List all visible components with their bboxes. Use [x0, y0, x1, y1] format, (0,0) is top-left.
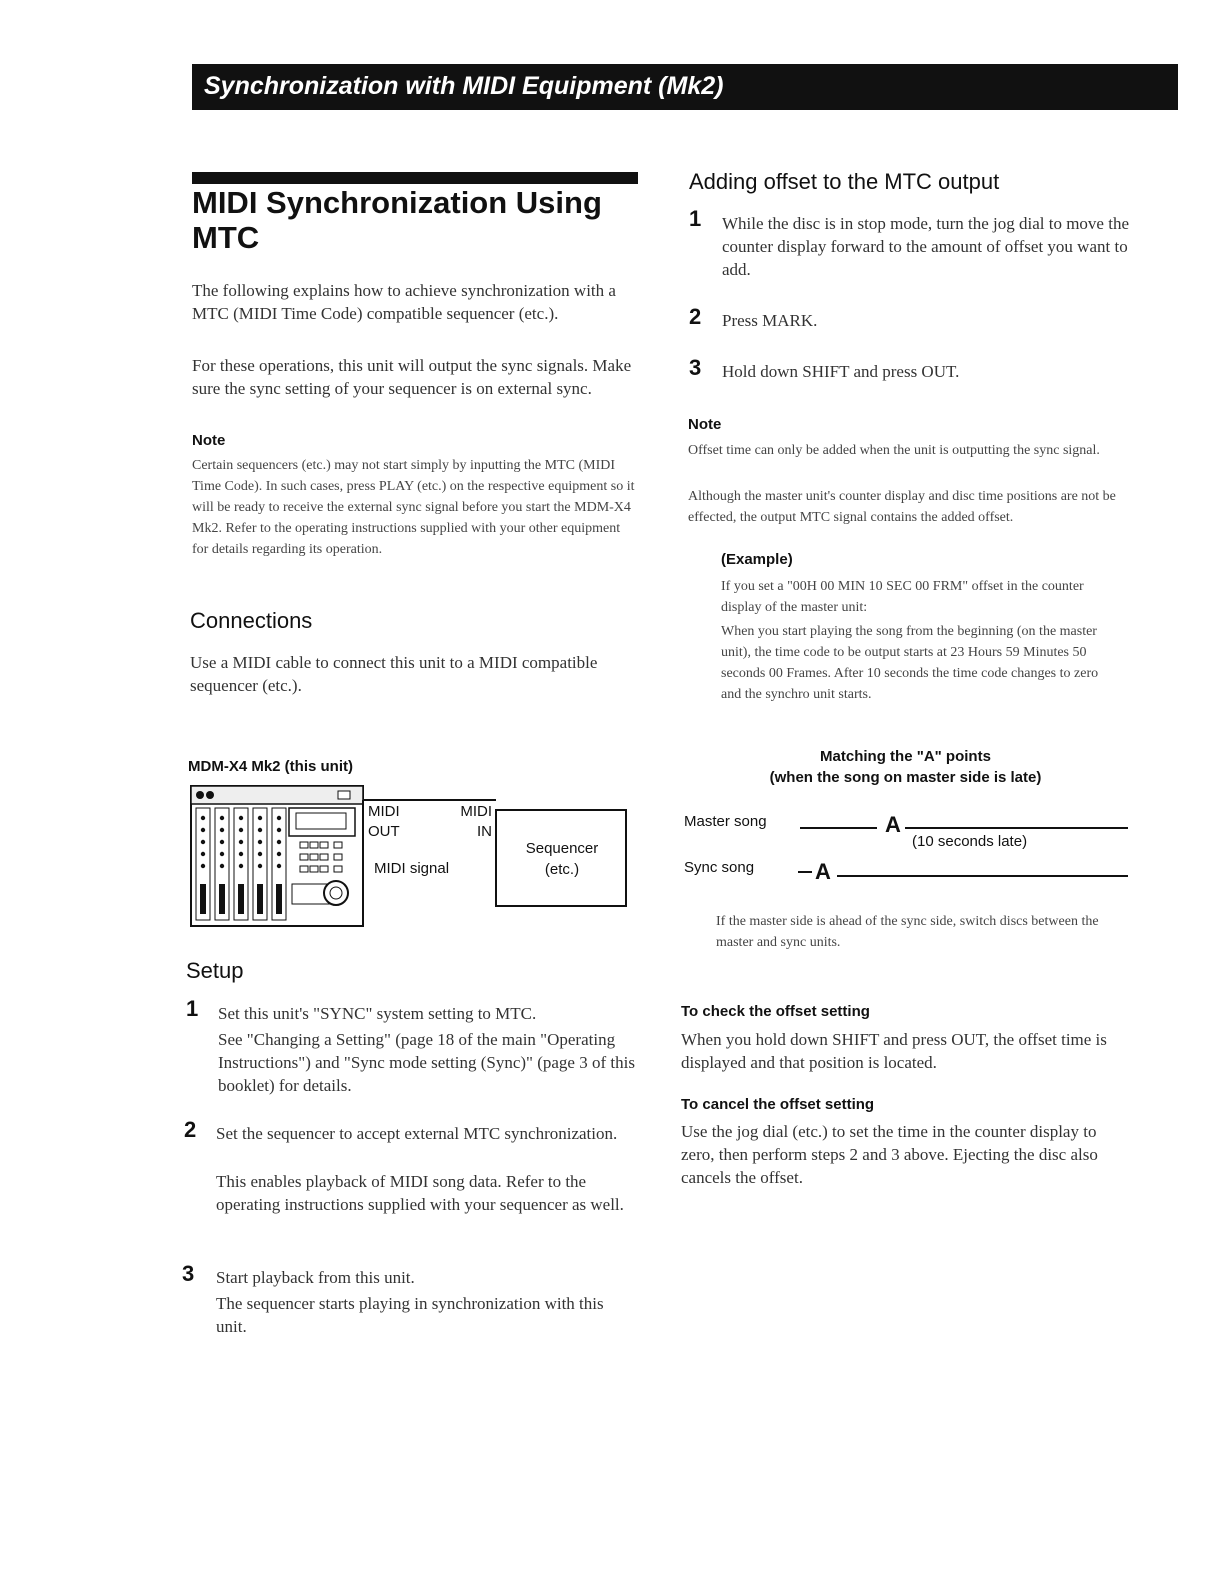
connections-heading: Connections — [190, 608, 313, 633]
setup-heading: Setup — [186, 958, 244, 983]
late-label: (10 seconds late) — [912, 833, 1028, 850]
setup-step-3-text: Start playback from this unit. — [216, 1268, 415, 1287]
offset-note-heading: Note — [688, 416, 722, 433]
offset-step-3-text: Hold down SHIFT and press OUT. — [722, 362, 960, 381]
connections-text: Use a MIDI cable to connect this unit to a MIDI compatible sequencer (etc.). — [190, 653, 598, 695]
setup-step-3-number: 3 — [182, 1261, 195, 1286]
offset-step-1-text: While the disc is in stop mode, turn the jog dial to move the counter display forward to the amount of offset you want to add. — [722, 214, 1129, 279]
offset-step-2-number: 2 — [689, 304, 702, 329]
offset-step-2-text: Press MARK. — [722, 311, 818, 330]
master-song-label: Master song — [684, 813, 767, 830]
title-rule — [192, 172, 638, 184]
midi-signal-label: MIDI signal — [374, 860, 450, 877]
offset-note-text: Offset time can only be added when the unit is outputting the sync signal. — [688, 443, 1100, 458]
setup-step-1-text: Set this unit's "SYNC" system setting to MTC. — [218, 1004, 537, 1023]
page-title: MIDI Synchronization Using MTC — [192, 185, 602, 255]
example-text: If you set a "00H 00 MIN 10 SEC 00 FRM" offset in the counter display of the master unit: — [721, 579, 1084, 615]
note-text: Certain sequencers (etc.) may not start simply by inputting the MTC (MIDI Time Code). In such cases, press PLAY (etc.) on the respective equipment so it will be ready to receive the external sync signal before you start the MDM-X4 Mk2. Refer to the operating instructions supplied with your other equipment for details regarding its operation. — [192, 458, 635, 557]
setup-step-3-detail: The sequencer starts playing in synchronization with this unit. — [216, 1294, 604, 1336]
setup-step-1-number: 1 — [186, 996, 199, 1021]
master-point-a: A — [885, 812, 901, 837]
note-heading: Note — [192, 432, 226, 449]
midi-out-label: MIDI OUT — [368, 803, 400, 840]
example-text-2: When you start playing the song from the beginning (on the master unit), the time code to be output starts at 23 Hours 59 Minutes 50 seconds 00 Frames. After 10 seconds the time code changes to zero and the synchro unit starts. — [721, 624, 1099, 702]
check-heading: To check the offset setting — [681, 1003, 870, 1020]
example-heading: (Example) — [721, 551, 793, 568]
sequencer-label: Sequencer (etc.) — [525, 840, 599, 878]
intro-paragraph: The following explains how to achieve synchronization with a MTC (MIDI Time Code) compatible sequencer (etc.). — [192, 281, 616, 323]
sync-point-a: A — [815, 859, 831, 884]
unit-label: MDM-X4 Mk2 (this unit) — [188, 758, 353, 775]
setup-step-2-detail: This enables playback of MIDI song data. Refer to the operating instructions supplied with your sequencer as well. — [216, 1172, 624, 1214]
mdm-x4-unit-illustration — [191, 786, 363, 926]
cancel-text: Use the jog dial (etc.) to set the time in the counter display to zero, then perform steps 2 and 3 above. Ejecting the disc also cancels the offset. — [681, 1122, 1098, 1187]
offset-note-text-2: Although the master unit's counter display and disc time positions are not be effected, the output MTC signal contains the added offset. — [688, 489, 1116, 525]
offset-heading: Adding offset to the MTC output — [689, 169, 1000, 194]
header-title: Synchronization with MIDI Equipment (Mk2) — [204, 72, 724, 100]
setup-step-2-number: 2 — [184, 1117, 197, 1142]
intro-paragraph-2: For these operations, this unit will output the sync signals. Make sure the sync setting of your sequencer is on external sync. — [192, 356, 632, 398]
figure-title: Matching the "A" points — [820, 748, 991, 765]
setup-step-2-text: Set the sequencer to accept external MTC synchronization. — [216, 1124, 618, 1143]
figure-caption: If the master side is ahead of the sync side, switch discs between the master and sync units. — [716, 914, 1099, 950]
offset-step-1-number: 1 — [689, 206, 702, 231]
check-text: When you hold down SHIFT and press OUT, the offset time is displayed and that position is located. — [681, 1030, 1107, 1072]
midi-in-label: MIDI IN — [460, 803, 492, 840]
figure-subtitle: (when the song on master side is late) — [769, 769, 1042, 786]
offset-step-3-number: 3 — [689, 355, 702, 380]
setup-step-1-detail: See "Changing a Setting" (page 18 of the main "Operating Instructions") and "Sync mode setting (Sync)" (page 3 of this booklet) for details. — [218, 1030, 635, 1095]
cancel-heading: To cancel the offset setting — [681, 1096, 875, 1113]
sync-song-label: Sync song — [684, 859, 755, 876]
